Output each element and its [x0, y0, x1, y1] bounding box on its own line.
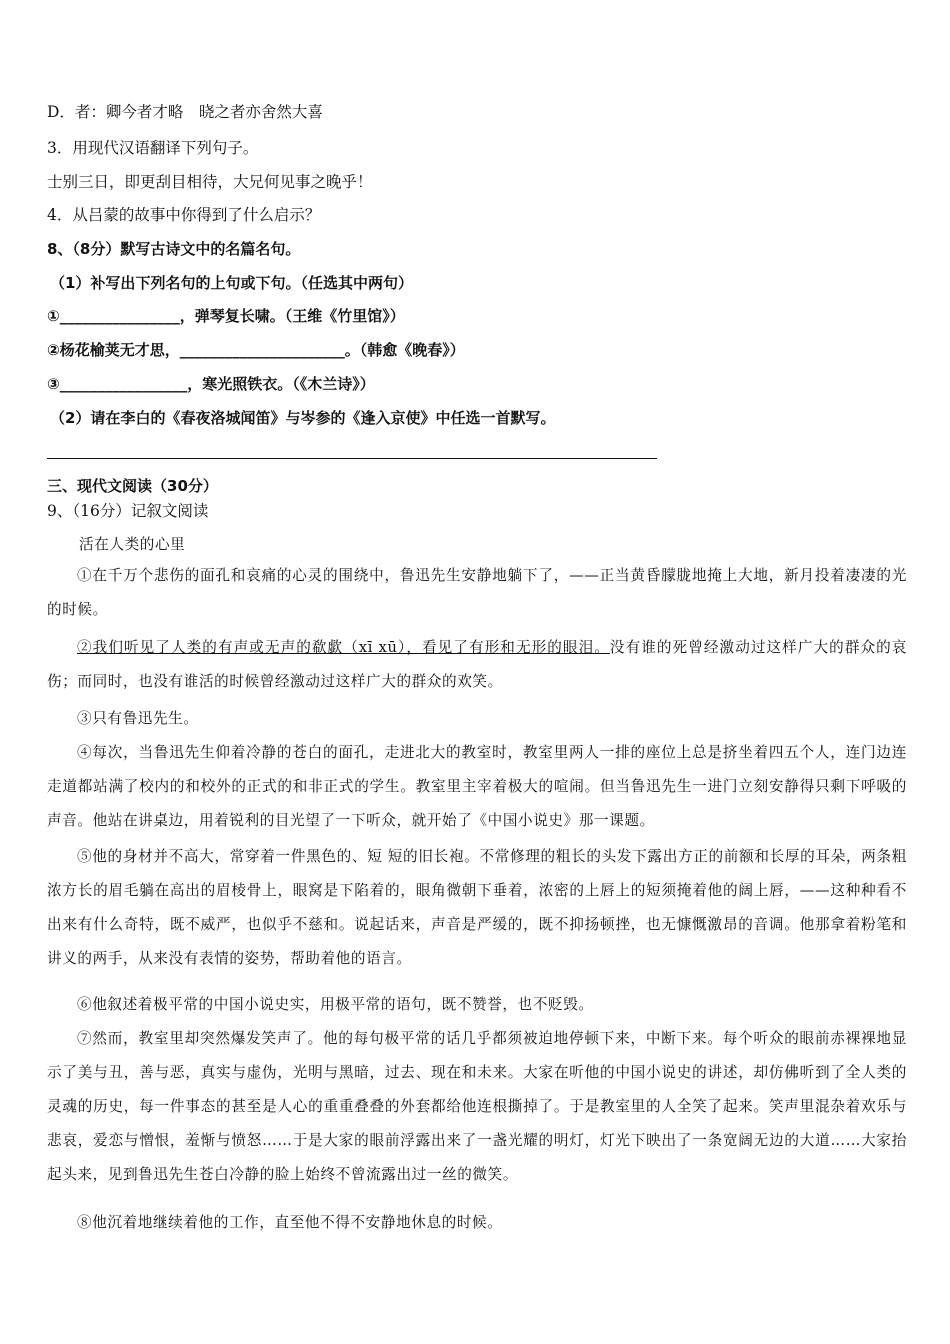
paragraph-1: ①在千万个悲伤的面孔和哀痛的心灵的围绕中，鲁迅先生安静地躺下了，——正当黄昏朦胧地掩上大地，新月投着凄凄的光的时候。 — [47, 567, 907, 618]
answer-line — [47, 458, 657, 459]
question-8-part1: （1）补写出下列名句的上句或下句。（任选其中两句） — [50, 274, 413, 292]
question-8-item2: ②杨花榆荚无才思，______________________。（韩愈《晚春》） — [47, 341, 465, 359]
question-8-item1: ①________________，弹琴复长啸。（王维《竹里馆》） — [47, 307, 405, 325]
question-3: 3．用现代汉语翻译下列句子。 — [47, 139, 259, 157]
question-4: 4．从吕蒙的故事中你得到了什么启示？ — [47, 206, 321, 224]
paragraph-2-underlined: ②我们听见了人类的有声或无声的欷歔（xī xū），看见了有形和无形的眼泪。 — [77, 639, 610, 656]
paragraph-5: ⑤他的身材并不高大，常穿着一件黑色的、短 短的旧长袍。不常修理的粗长的头发下露出方正的前额和长厚的耳朵，两条粗浓方长的眉毛躺在高出的眉棱骨上，眼窝是下陷着的，眼角微朝下垂着，浓密的上唇上的短须掩着他的阔上唇，——这种种看不出来有什么奇特，既不威严，也似乎不慈和。说起话来，声音是严缓的，既不抑扬顿挫，也无慷慨激昂的音调。他那拿着粉笔和讲义的两手，从来没有表情的姿势，帮助着他的语言。 — [47, 848, 907, 967]
question-8-item3: ③_________________，寒光照铁衣。（《木兰诗》） — [47, 375, 375, 393]
article-title: 活在人类的心里 — [79, 536, 186, 553]
paragraph-2-rest: 没有谁的死曾经激动过这样广大的群众的哀伤；而同时，也没有谁活的时候曾经激动过这样广大的群众的欢笑。 — [47, 639, 907, 690]
question-8-part2: （2）请在李白的《春夜洛城闻笛》与岑参的《逢入京使》中任选一首默写。 — [50, 409, 556, 427]
paragraph-3: ③只有鲁迅先生。 — [77, 710, 199, 727]
option-d: D．者：卿今者才略 晓之者亦舍然大喜 — [47, 103, 323, 121]
paragraph-2 — [47, 631, 907, 699]
paragraph-6: ⑥他叙述着极平常的中国小说史实，用极平常的语句，既不赞誉，也不贬毁。 — [77, 996, 594, 1013]
paragraph-8: ⑧他沉着地继续着他的工作，直至他不得不安静地休息的时候。 — [77, 1214, 503, 1231]
question-8-title: 8、（8分）默写古诗文中的名篇名句。 — [47, 240, 301, 258]
question-3-sentence: 士别三日，即更刮目相待，大兄何见事之晚乎！ — [47, 173, 373, 191]
question-9: 9、（16分）记叙文阅读 — [47, 502, 209, 520]
paragraph-4: ④每次，当鲁迅先生仰着冷静的苍白的面孔，走进北大的教室时，教室里两人一排的座位上总是挤坐着四五个人，连门边连走道都站满了校内的和校外的正式的和非正式的学生。教室里主宰着极大的喧闹。但当鲁迅先生一进门立刻安静得只剩下呼吸的声音。他站在讲桌边，用着锐利的目光望了一下听众，就开始了《中国小说史》那一课题。 — [47, 744, 907, 829]
paragraph-7: ⑦然而，教室里却突然爆发笑声了。他的每句极平常的话几乎都须被迫地停顿下来，中断下来。每个听众的眼前赤裸裸地显示了美与丑，善与恶，真实与虚伪，光明与黑暗，过去、现在和未来。大家在听他的中国小说史的讲述，却仿佛听到了全人类的灵魂的历史，每一件事态的甚至是人心的重重叠叠的外套都给他连根撕掉了。于是教室里的人全笑了起来。笑声里混杂着欢乐与悲哀，爱恋与憎恨，羞惭与愤怒……于是大家的眼前浮露出来了一盏光耀的明灯，灯光下映出了一条宽阔无边的大道……大家抬起头来，见到鲁迅先生苍白冷静的脸上始终不曾流露出过一丝的微笑。 — [47, 1030, 907, 1183]
section-3-heading: 三、现代文阅读（30分） — [47, 477, 218, 495]
